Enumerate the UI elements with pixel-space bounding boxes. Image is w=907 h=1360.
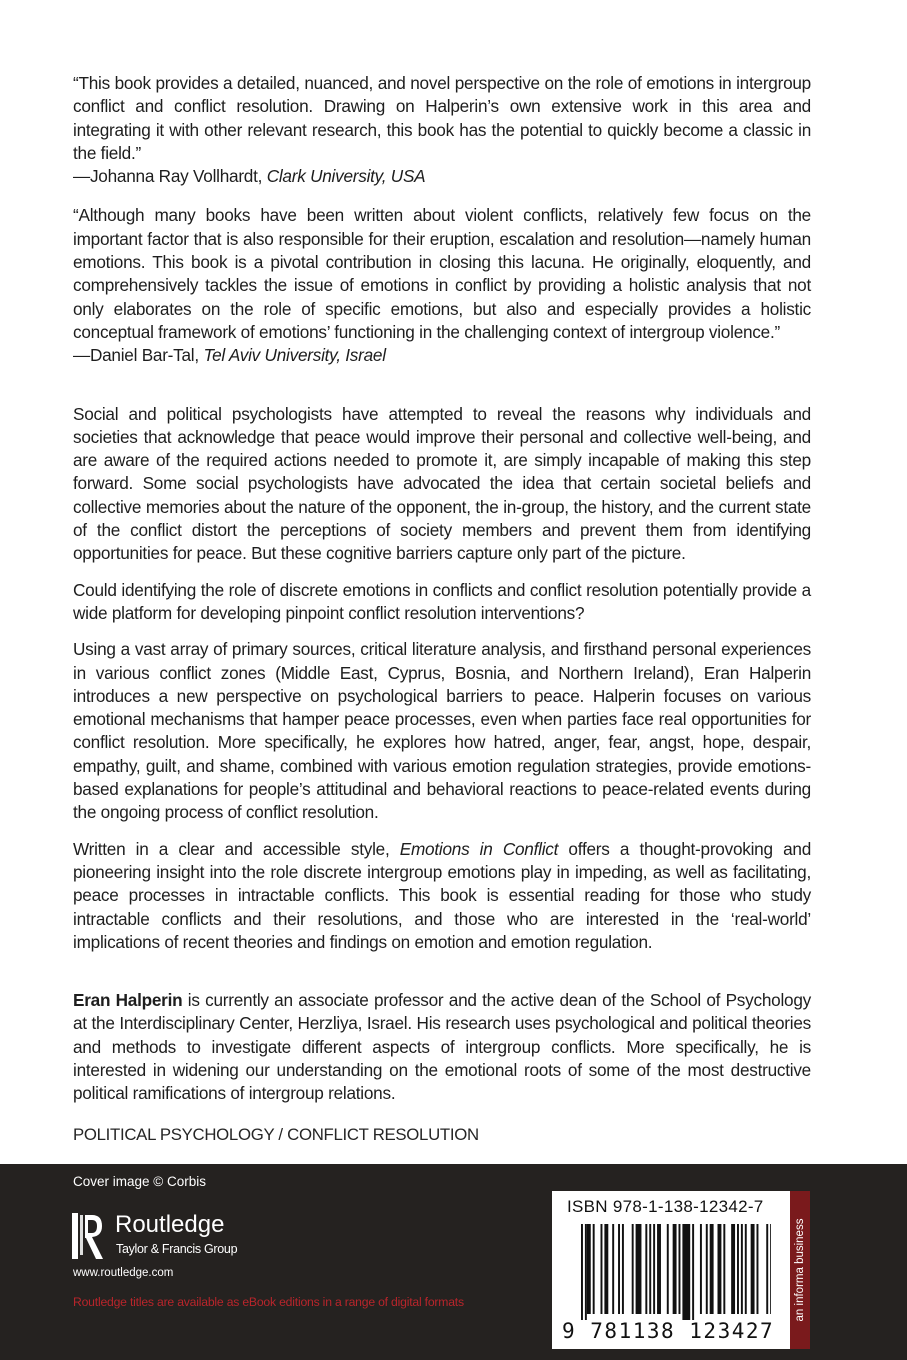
author-bio: Eran Halperin is currently an associate professor and the active dean of the School of Psychology at the Interdisciplinary Center, Herzliya, Israel. His research uses psychological and political theories and methods to investigate different aspects of intergroup conflicts. More specifically, he is interested in widening our understanding on the emotional roots of some of the most destructive political ramifications of intergroup relations. [73, 990, 811, 1104]
endorser-name-1: —Johanna Ray Vollhardt, [73, 166, 267, 187]
barcode-bar [673, 1224, 677, 1314]
barcode-bar [653, 1224, 655, 1314]
endorsement-quote-2: “Although many books have been written about violent conflicts, relatively few focus on the important factor that is also responsible for their eruption, escalation and resolution—namely human emotions. This book is a pivotal contribution in closing this lacuna. He originally, eloquently, and comprehensively tackles the issue of emotions in conflict by providing a holistic analysis that not only elaborates on the role of specific emotions, but also and especially provides a holistic conceptual framework of emotions’ functioning in the challenging context of intergroup violence.” [73, 205, 811, 342]
barcode-bar [667, 1224, 669, 1314]
ebook-availability-note: Routledge titles are available as eBook editions in a range of digital formats [73, 1295, 464, 1309]
barcode-bar [636, 1224, 642, 1314]
barcode-bar [745, 1224, 747, 1314]
description-paragraph-2: Could identifying the role of discrete emotions in conflicts and conflict resolution potentially provide a wide platform for developing pinpoint conflict resolution interventions? [73, 579, 811, 623]
publisher-group: Taylor & Francis Group [116, 1242, 238, 1256]
barcode-bar [645, 1224, 647, 1314]
description-paragraph-1: Social and political psychologists have attempted to reveal the reasons why individuals and societies that acknowledge that peace would improve their personal and collective well-being, and are aware of the required actions needed to promote it, are simply incapable of making this step forward. Some social psychologists have advocated the idea that certain societal beliefs and collective memories about the nature of the opponent, the in-group, the history, and the current state of the conflict distort the perceptions of society members and prevent them from identifying opportunities for peace. But these cognitive barriers capture only part of the picture. [73, 403, 811, 564]
barcode-bar [718, 1224, 722, 1314]
cover-image-credit: Cover image © Corbis [73, 1174, 206, 1189]
publisher-website: www.routledge.com [73, 1267, 174, 1279]
endorser-affiliation-2: Tel Aviv University, Israel [203, 345, 386, 366]
barcode-bar [706, 1224, 708, 1314]
author-name: Eran Halperin [73, 990, 183, 1011]
barcode-bar [601, 1224, 603, 1314]
barcode-bar [723, 1224, 725, 1314]
barcode-bar [757, 1224, 759, 1314]
routledge-r-icon [70, 1211, 106, 1263]
barcode-bar [751, 1224, 755, 1314]
subject-category: POLITICAL PSYCHOLOGY / CONFLICT RESOLUTION [73, 1125, 479, 1144]
description-paragraph-4: Written in a clear and accessible style, Emotions in Conflict offers a thought-provoking and pioneering insight into the role discrete intergroup emotions play in impeding, as well as facilitating, peace processes in intractable conflicts. This book is essential reading for those who study intractable conflicts and their resolutions, and those who are interested in the ‘real-world’ implications of recent theories and findings on emotion and emotion regulation. [73, 838, 812, 952]
endorser-name-2: —Daniel Bar-Tal, [73, 345, 204, 366]
barcode-bar [632, 1224, 634, 1314]
barcode-bar [737, 1224, 739, 1314]
barcode-bar [766, 1224, 768, 1314]
endorsement-quote-1: “This book provides a detailed, nuanced, and novel perspective on the role of emotions in intergroup conflict and conflict resolution. Drawing on Halperin’s own extensive work in this area and integrating it with other relevant research, this book has the potential to quickly become a classic in the field.” [73, 73, 811, 163]
barcode-bar [585, 1224, 587, 1320]
routledge-logo [70, 1209, 310, 1264]
barcode-bar [692, 1224, 694, 1320]
barcode-bar [741, 1224, 743, 1314]
barcode-bar [612, 1224, 614, 1314]
isbn-barcode-panel [552, 1191, 790, 1349]
isbn-digits: 9 781138 123427 [562, 1319, 775, 1343]
barcode-bar [622, 1224, 624, 1314]
publisher-name: Routledge [115, 1211, 225, 1238]
barcode-bar [604, 1224, 608, 1314]
informa-tagline: an informa business [794, 1218, 806, 1322]
book-title: Emotions in Conflict [399, 838, 559, 859]
description-paragraph-3: Using a vast array of primary sources, critical literature analysis, and firsthand personal experiences in various conflict zones (Middle East, Cyprus, Bosnia, and Northern Ireland), Eran Halperin introduces a new perspective on psychological barriers to peace. Halperin focuses on various emotional mechanisms that hamper peace processes, even when parties face real opportunities for conflict resolution. More specifically, he explores how hatred, anger, fear, angst, hope, despair, empathy, guilt, and shame, combined with various emotion regulation strategies, provide emotions-based explanations for people’s attitudinal and behavioral reactions to peace-related events during the ongoing process of conflict resolution. [73, 639, 811, 823]
barcode-bar [593, 1224, 595, 1314]
barcode-bar [710, 1224, 714, 1314]
barcode-bar [682, 1224, 690, 1320]
endorser-affiliation-1: Clark University, USA [266, 166, 426, 187]
isbn-label: ISBN 978-1-138-12342-7 [567, 1197, 764, 1216]
barcode-bar [649, 1224, 651, 1314]
footer-band [0, 1164, 907, 1360]
barcode-bar [679, 1224, 681, 1314]
barcode-bar [731, 1224, 735, 1314]
barcode-icon [581, 1224, 771, 1320]
barcode-bar [770, 1224, 771, 1314]
informa-strip [790, 1191, 810, 1349]
barcode-bar [581, 1224, 583, 1320]
back-cover-text [73, 72, 811, 1106]
barcode-bar [700, 1224, 702, 1314]
endorsement-attribution-1 [73, 165, 811, 188]
barcode-bar [618, 1224, 620, 1314]
barcode-bar [587, 1224, 591, 1314]
barcode-bar [657, 1224, 661, 1314]
endorsement-attribution-2 [73, 344, 811, 367]
